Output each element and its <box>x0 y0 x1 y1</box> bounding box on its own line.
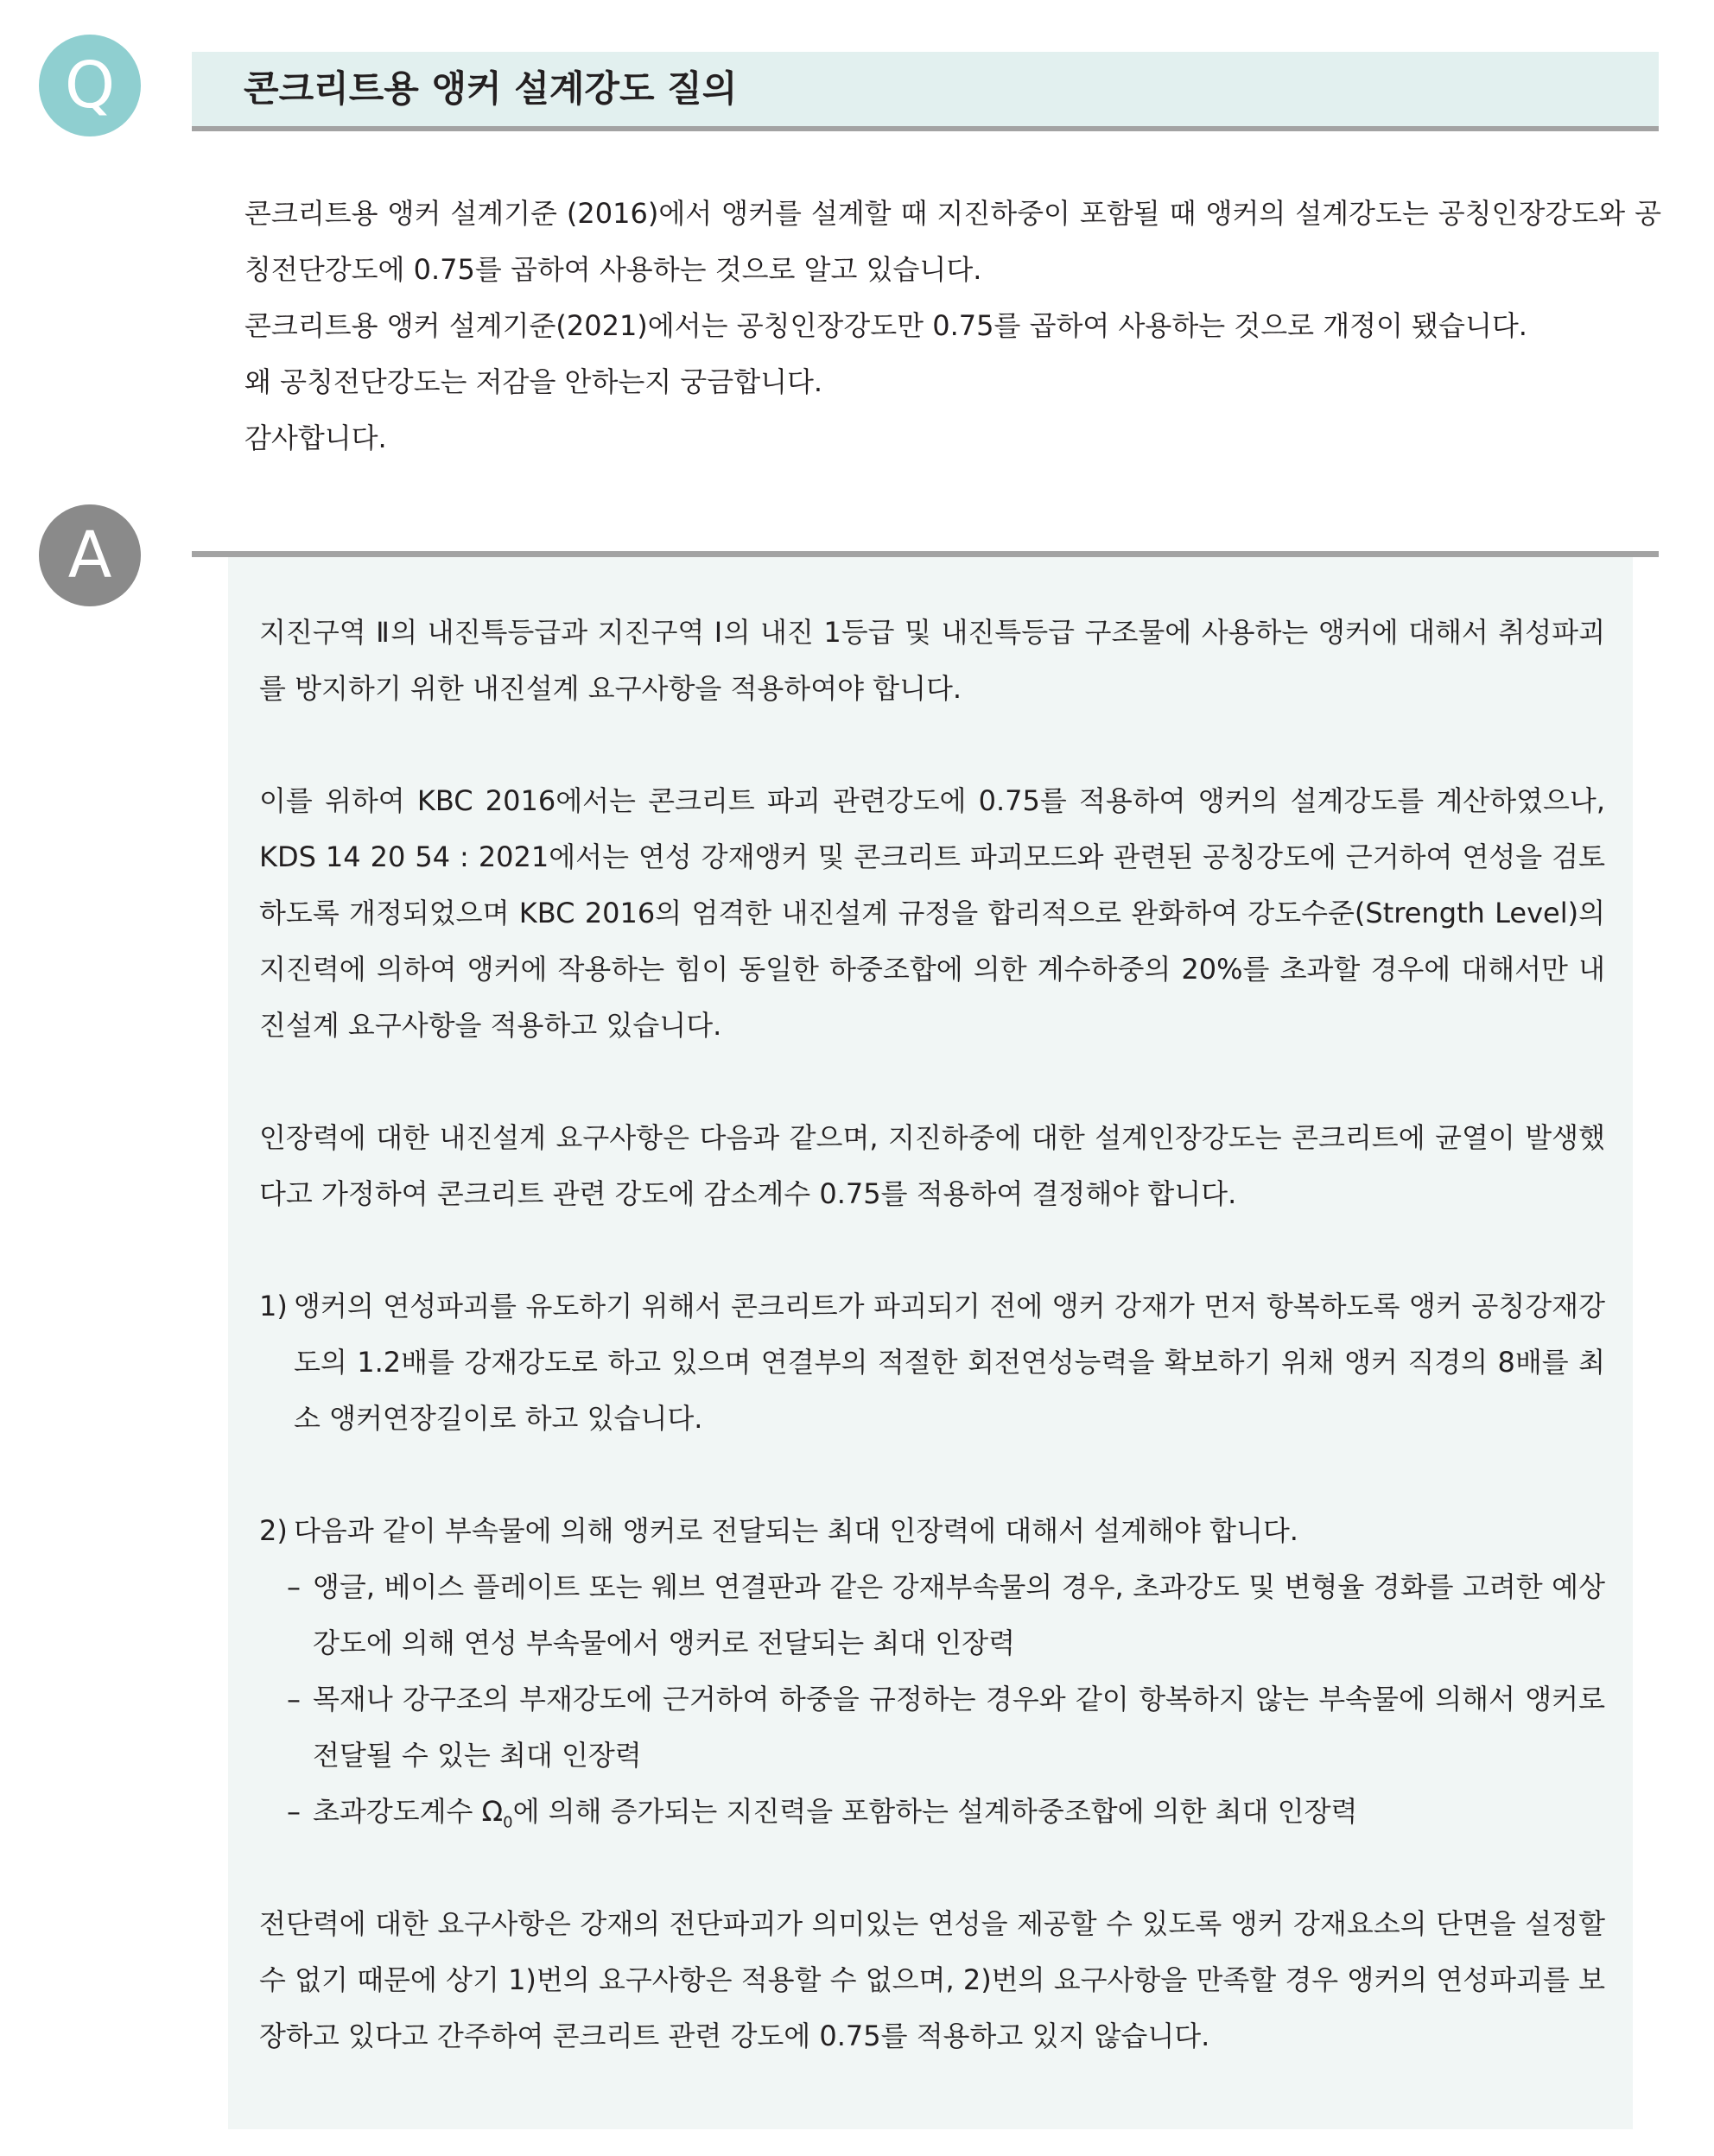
dash-text-post: 에 의해 증가되는 지진력을 포함하는 설계하중조합에 의한 최대 인장력 <box>512 1795 1358 1828</box>
answer-paragraph-4: 전단력에 대한 요구사항은 강재의 전단파괴가 의미있는 연성을 제공할 수 있도록 앵커 강재요소의 단면을 설정할 수 없기 때문에 상기 1)번의 요구사항은 적용할 수 없으며, 2)번의 요구사항을 만족할 경우 앵커의 연성파괴를 보장하고 있다고 간주하여 콘크리트 관련 강도에 0.75를 적용하고 있지 않습니다. <box>259 1907 1606 2052</box>
dash-marker: – <box>287 1795 301 1828</box>
answer-badge: A <box>39 504 141 606</box>
answer-paragraph-1: 지진구역 Ⅱ의 내진특등급과 지진구역 Ⅰ의 내진 1등급 및 내진특등급 구조물에 사용하는 앵커에 대해서 취성파괴를 방지하기 위한 내진설계 요구사항을 적용하여야 합니다. <box>259 616 1605 705</box>
item-marker: 1) <box>259 1290 288 1322</box>
dash-marker: – <box>287 1570 301 1603</box>
answer-paragraph-2: 이를 위하여 KBC 2016에서는 콘크리트 파괴 관련강도에 0.75를 적용하여 앵커의 설계강도를 계산하였으나, KDS 14 20 54 : 2021에서는 연성 강재앵커 및 콘크리트 파괴모드와 관련된 공칭강도에 근거하여 연성을 검토하도록 개정되었으며 KBC 2016의 엄격한 내진설계 규정을 합리적으로 완화하여 강도수준(Strength Level)의 지진력에 의하여 앵커에 작용하는 힘이 동일한 하중조합에 의한 계수하중의 20%를 초과할 경우에 대해서만 내진설계 요구사항을 적용하고 있습니다. <box>259 784 1606 1042</box>
question-paragraph: 콘크리트용 앵커 설계기준 (2016)에서 앵커를 설계할 때 지진하중이 포함될 때 앵커의 설계강도는 공칭인장강도와 공칭전단강도에 0.75를 곱하여 사용하는 것으로 알고 있습니다. <box>244 197 1661 286</box>
dash-item-2 <box>259 1671 1605 1784</box>
item-marker: 2) <box>259 1514 288 1547</box>
answer-paragraph-3: 인장력에 대한 내진설계 요구사항은 다음과 같으며, 지진하중에 대한 설계인장강도는 콘크리트에 균열이 발생했다고 가정하여 콘크리트 관련 강도에 감소계수 0.75를 적용하여 결정해야 합니다. <box>259 1121 1605 1210</box>
dash-text <box>313 1784 1605 1840</box>
omega-subscript: 0 <box>503 1813 513 1832</box>
answer-body <box>259 605 1605 2064</box>
answer-divider <box>192 551 1659 557</box>
numbered-item-2 <box>259 1503 1605 1559</box>
question-header <box>192 52 1659 131</box>
dash-item-1 <box>259 1559 1605 1671</box>
paragraph-gap <box>259 1447 1605 1503</box>
question-paragraph: 콘크리트용 앵커 설계기준(2021)에서는 공칭인장강도만 0.75를 곱하여 사용하는 것으로 개정이 됐습니다. <box>244 309 1527 342</box>
item-text: 다음과 같이 부속물에 의해 앵커로 전달되는 최대 인장력에 대해서 설계해야 합니다. <box>294 1514 1298 1547</box>
dash-text: 앵글, 베이스 플레이트 또는 웨브 연결판과 같은 강재부속물의 경우, 초과강도 및 변형율 경화를 고려한 예상강도에 의해 연성 부속물에서 앵커로 전달되는 최대 인장력 <box>313 1570 1606 1659</box>
question-paragraph: 감사합니다. <box>244 422 387 454</box>
dash-marker: – <box>287 1683 301 1715</box>
numbered-item-1 <box>259 1278 1605 1447</box>
paragraph-gap <box>259 1840 1605 1896</box>
question-body <box>244 186 1661 466</box>
dash-text: 목재나 강구조의 부재강도에 근거하여 하중을 규정하는 경우와 같이 항복하지 않는 부속물에 의해서 앵커로 전달될 수 있는 최대 인장력 <box>313 1683 1605 1772</box>
paragraph-gap <box>259 1222 1605 1278</box>
question-paragraph: 왜 공칭전단강도는 저감을 안하는지 궁금합니다. <box>244 365 823 398</box>
paragraph-gap <box>259 717 1605 773</box>
question-badge: Q <box>39 35 141 136</box>
dash-text-pre: 초과강도계수 Ω <box>313 1795 504 1828</box>
paragraph-gap <box>259 1054 1605 1110</box>
item-text: 앵커의 연성파괴를 유도하기 위해서 콘크리트가 파괴되기 전에 앵커 강재가 먼저 항복하도록 앵커 공칭강재강도의 1.2배를 강재강도로 하고 있으며 연결부의 적절한 회전연성능력을 확보하기 위채 앵커 직경의 8배를 최소 앵커연장길이로 하고 있습니다. <box>294 1290 1605 1435</box>
dash-item-3 <box>259 1784 1605 1840</box>
question-title: 콘크리트용 앵커 설계강도 질의 <box>244 67 738 110</box>
